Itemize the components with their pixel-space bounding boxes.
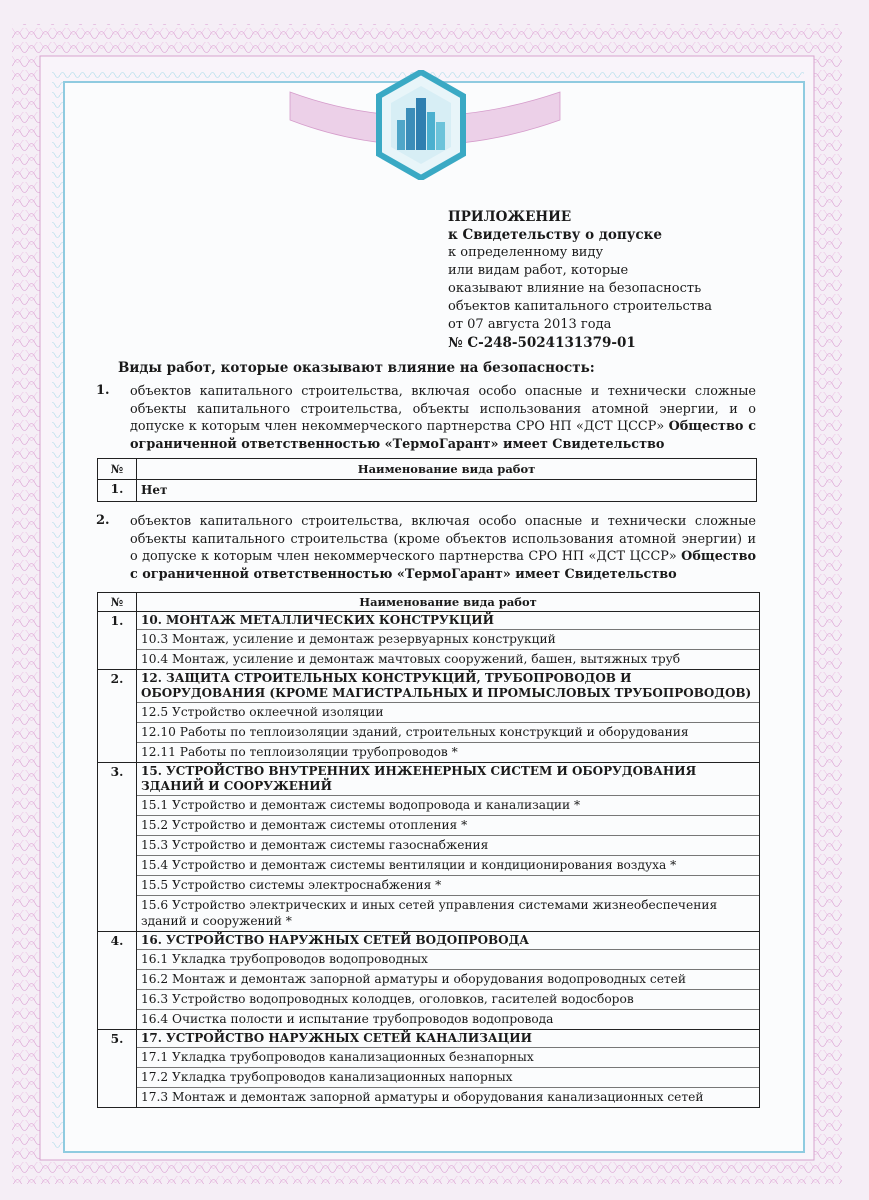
section-bold: Общество с ограниченной ответственностью «ТермоГарант» имеет Свидетельство (130, 549, 756, 582)
group-title: 17. УСТРОЙСТВО НАРУЖНЫХ СЕТЕЙ КАНАЛИЗАЦИИ (141, 1031, 532, 1045)
row-number: 5. (98, 1030, 137, 1108)
work-item: 17.1 Укладка трубопроводов канализационных безнапорных (137, 1047, 759, 1067)
work-item: 12.5 Устройство оклеечной изоляции (137, 702, 759, 722)
work-item: 16.1 Укладка трубопроводов водопроводных (137, 949, 759, 969)
appendix-header (448, 208, 712, 352)
row-number: 1. (98, 480, 137, 502)
header-line: или видам работ, которые (448, 263, 629, 278)
intro-heading: Виды работ, которые оказывают влияние на безопасность: (118, 360, 595, 376)
column-header-name: Наименование вида работ (137, 459, 757, 480)
section-number: 2. (96, 513, 110, 528)
group-title: 15. УСТРОЙСТВО ВНУТРЕННИХ ИНЖЕНЕРНЫХ СИСТЕМ И ОБОРУДОВАНИЯ ЗДАНИЙ И СООРУЖЕНИЙ (141, 764, 697, 793)
works-table-2 (97, 592, 760, 1108)
works-table-1 (97, 458, 757, 502)
group-title: 16. УСТРОЙСТВО НАРУЖНЫХ СЕТЕЙ ВОДОПРОВОДА (141, 933, 530, 947)
work-item: 16.3 Устройство водопроводных колодцев, оголовков, гасителей водосборов (137, 989, 759, 1009)
row-name: Нет (137, 480, 757, 502)
work-item: 15.2 Устройство и демонтаж системы отопления * (137, 815, 759, 835)
row-number: 1. (98, 612, 137, 670)
section-body: объектов капитального строительства, включая особо опасные и технически сложные объекты капитального строительства, объекты использования атомной энергии, и о допуске к которым член некоммерческого партнерства СРО НП «ДСТ ЦССР» (130, 384, 756, 434)
column-header-name: Наименование вида работ (137, 593, 760, 612)
table-row (98, 670, 760, 763)
work-item: 10.3 Монтаж, усиление и демонтаж резервуарных конструкций (137, 629, 759, 649)
work-item: 12.10 Работы по теплоизоляции зданий, строительных конструкций и оборудования (137, 722, 759, 742)
header-line: оказывают влияние на безопасность (448, 281, 702, 296)
work-item: 16.2 Монтаж и демонтаж запорной арматуры и оборудования водопроводных сетей (137, 969, 759, 989)
header-line: объектов капитального строительства (448, 299, 713, 314)
table-row (98, 612, 760, 670)
work-item: 12.11 Работы по теплоизоляции трубопроводов * (137, 742, 759, 762)
work-item: 17.3 Монтаж и демонтаж запорной арматуры и оборудования канализационных сетей (137, 1087, 759, 1107)
work-item: 15.1 Устройство и демонтаж системы водопровода и канализации * (137, 795, 759, 815)
appendix-subtitle: к Свидетельству о допуске (448, 227, 662, 243)
table-row (98, 763, 760, 932)
header-line: к определенному виду (448, 245, 604, 260)
row-number: 2. (98, 670, 137, 763)
work-item: 17.2 Укладка трубопроводов канализационных напорных (137, 1067, 759, 1087)
organization-logo (373, 70, 469, 180)
row-number: 3. (98, 763, 137, 932)
row-number: 4. (98, 932, 137, 1030)
section-number: 1. (96, 383, 110, 398)
column-header-number: № (98, 459, 137, 480)
section-bold: Общество с ограниченной ответственностью «ТермоГарант» имеет Свидетельство (130, 419, 756, 452)
work-item: 10.4 Монтаж, усиление и демонтаж мачтовых сооружений, башен, вытяжных труб (137, 649, 759, 669)
work-item: 15.6 Устройство электрических и иных сетей управления системами жизнеобеспечения зданий и сооружений * (137, 895, 759, 931)
work-item: 15.3 Устройство и демонтаж системы газоснабжения (137, 835, 759, 855)
header-line: от 07 августа 2013 года (448, 317, 612, 332)
group-title: 10. МОНТАЖ МЕТАЛЛИЧЕСКИХ КОНСТРУКЦИЙ (141, 613, 494, 627)
work-item: 15.5 Устройство системы электроснабжения * (137, 875, 759, 895)
work-item: 16.4 Очистка полости и испытание трубопроводов водопровода (137, 1009, 759, 1029)
table-row (98, 932, 760, 1030)
appendix-title: ПРИЛОЖЕНИЕ (448, 209, 572, 225)
section-text (130, 383, 756, 453)
column-header-number: № (98, 593, 137, 612)
table-row (98, 1030, 760, 1108)
work-item: 15.4 Устройство и демонтаж системы вентиляции и кондиционирования воздуха * (137, 855, 759, 875)
section-body: объектов капитального строительства, включая особо опасные и технически сложные объекты капитального строительства (кроме объектов использования атомной энергии) и о допуске к которым член некоммерческого партнерства СРО НП «ДСТ ЦССР» (130, 514, 756, 564)
certificate-number: № С-248-5024131379-01 (448, 335, 636, 351)
section-text (130, 513, 756, 583)
group-title: 12. ЗАЩИТА СТРОИТЕЛЬНЫХ КОНСТРУКЦИЙ, ТРУБОПРОВОДОВ И ОБОРУДОВАНИЯ (КРОМЕ МАГИСТРАЛЬНЫХ И ПРОМЫСЛОВЫХ ТРУБОПРОВОДОВ) (141, 671, 752, 700)
